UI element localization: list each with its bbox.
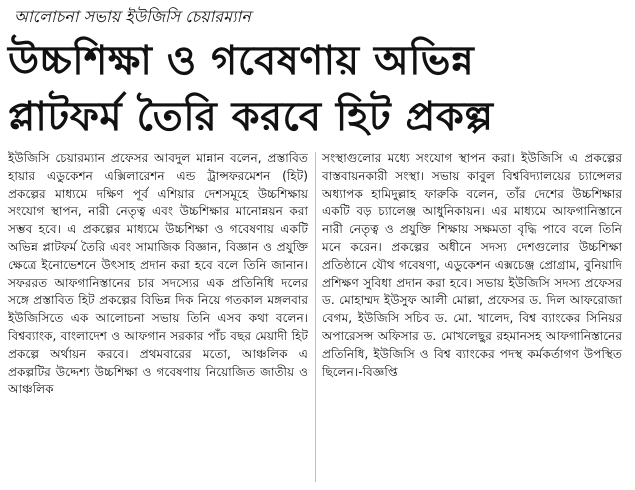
headline-line-2: প্লাটফর্ম তৈরি করবে হিট প্রকল্প [8,94,494,140]
article-column-right: সংস্থাগুলোর মধ্যে সংযোগ স্থাপন করা। ইউজিসি এ প্রকল্পের বাস্তবায়নকারী সংস্থা। সভায় কাবুল বিশ্ববিদ্যালয়ের চ্যান্সেলর অধ্যাপক হামিদুল্লাহ ফারুকি বলেন, তাঁর দেশের উচ্চশিক্ষার একটি বড় চ্যালেঞ্জ আধুনিকায়ন। এর মাধ্যমে আফগানিস্তানে নারী নেতৃত্ব ও প্রযুক্তি শিক্ষায় সক্ষমতা বৃদ্ধি পাবে বলে তিনি মনে করেন। প্রকল্পের অধীনে সদস্য দেশগুলোর উচ্চশিক্ষা প্রতিষ্ঠানে যৌথ গবেষণা, এডুকেশন এক্সচেঞ্জ প্রোগ্রাম, বুনিয়াদি প্রশিক্ষণ সুবিধা প্রদান করা হবে। সভায় ইউজিসি সদস্য প্রফেসর ড. মোহাম্মদ ইউসুফ আলী মোল্লা, প্রফেসর ড. দিল আফরোজা বেগম, ইউজিসি সচিব ড. মো. খালেদ, বিশ্ব ব্যাংকের সিনিয়র অপারেসন্স অফিসার ড. মোখলেছুর রহমানসহ আফগানিস্তানের প্রতিনিধি, ইউজিসি ও বিশ্ব ব্যাংকের পদস্থ কর্মকর্তাগণ উপস্থিত ছিলেন।-বিজ্ঞপ্তি [322,151,622,379]
article-column-left: ইউজিসি চেয়ারম্যান প্রফেসর আবদুল মান্নান বলেন, প্রস্তাবিত হায়ার এডুকেশন এক্সিলারেশন এন্ড ট্রান্সফরমেশন (হিট) প্রকল্পের মাধ্যমে দক্ষিণ পূর্ব এশিয়ার দেশসমূহে উচ্চশিক্ষায় সংযোগ স্থাপন, নারী নেতৃত্ব এবং উচ্চশিক্ষার মানোন্নয়ন করা সম্ভব হবে। এ প্রকল্পের মাধ্যমে উচ্চশিক্ষা ও গবেষণায় একটি অভিন্ন প্লাটফর্ম তৈরি এবং সামাজিক বিজ্ঞান, বিজ্ঞান ও প্রযুক্তি ক্ষেত্রে ইনোভেশনে উৎসাহ প্রদান করা হবে বলে তিনি জানান। সফররত আফগানিস্তানের চার সদস্যের এক প্রতিনিধি দলের সঙ্গে প্রস্তাবিত হিট প্রকল্পের বিভিন্ন দিক নিয়ে গতকাল মঙ্গলবার ইউজিসিতে এক আলোচনা সভায় তিনি এসব কথা বলেন। বিশ্বব্যাংক, বাংলাদেশ ও আফগান সরকার পাঁচ বছর মেয়াদী হিট প্রকল্পে অর্থায়ন করবে। প্রথমবারের মতো, আঞ্চলিক এ প্রকল্পটির উদ্দেশ্য উচ্চশিক্ষা ও গবেষণায় নিয়োজিত জাতীয় ও আঞ্চলিক [8,151,308,397]
headline-line-1: উচ্চশিক্ষা ও গবেষণায় অভিন্ন [8,38,475,84]
kicker: আলোচনা সভায় ইউজিসি চেয়ারম্যান [14,7,251,26]
column-divider [315,152,316,482]
